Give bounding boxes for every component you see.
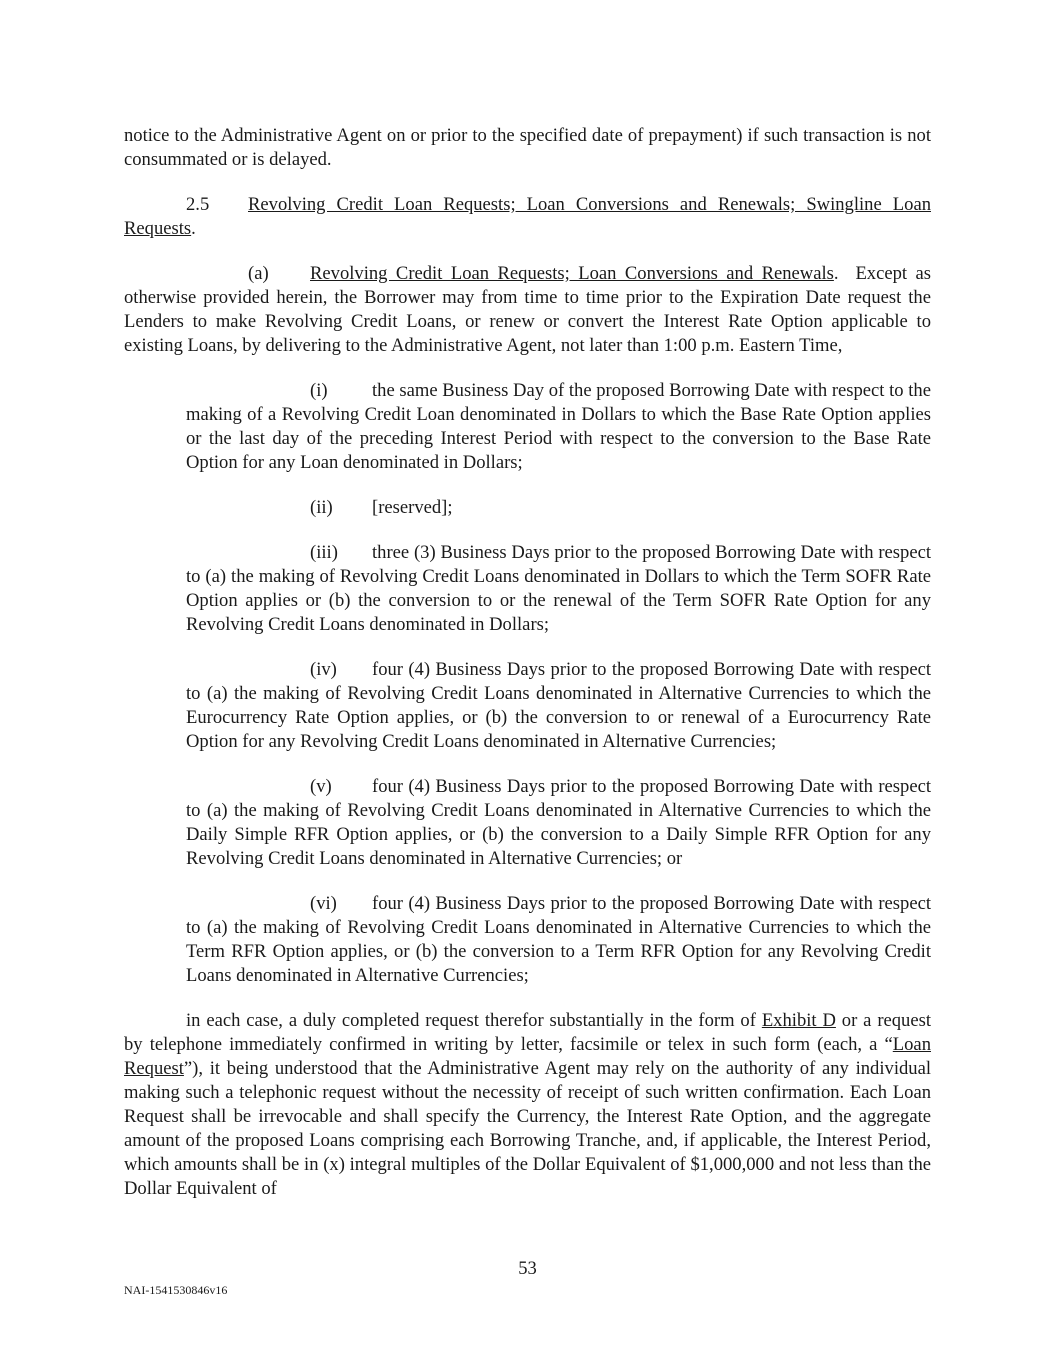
section-number: 2.5 [186, 194, 210, 215]
subsection-a-body: Except as otherwise provided herein, the Borrower may from time to time prior to the Expiration Date request the Lenders to make Revolving Credit Loans, or renew or convert the Interest Rate Option applicable to existing Loans, by delivering to the Administrative Agent, not later than 1:00 p.m. Eastern Time, [124, 263, 936, 356]
clause-text: four (4) Business Days prior to the proposed Borrowing Date with respect to (a) the making of Revolving Credit Loans denominated in Alternative Currencies to which the Term RFR Option applies, or (b) the conversion to a Term RFR Option for any Revolving Credit Loans denominated in Alternative Currencies; [186, 893, 931, 986]
clause-label: (iv) [310, 659, 337, 680]
closing-part3: ”), it being understood that the Administrative Agent may rely on the authority of any individual making such a telephonic request without the necessity of receipt of such written confirmation. Each Loan Request shall be irrevocable and shall specify the Currency, the Interest Rate Option, and the aggregate amount of the proposed Loans comprising each Borrowing Tranche, and, if applicable, the Interest Period, which amounts shall be in (x) integral multiples of the Dollar Equivalent of $1,000,000 and not less than the Dollar Equivalent of [124, 1058, 931, 1199]
subsection-a-paragraph [124, 262, 936, 358]
section-title-end: . [191, 218, 196, 239]
subsection-a-heading: Revolving Credit Loan Requests; Loan Conversions and Renewals [310, 263, 834, 284]
subsection-a-heading-end: . [833, 263, 839, 284]
section-heading [124, 193, 931, 241]
closing-part2: or a request by telephone immediately confirmed in writing by letter, facsimile or telex in such form (each, a “ [124, 1010, 932, 1055]
clause-i [186, 379, 931, 475]
clause-label: (vi) [310, 893, 337, 914]
exhibit-reference: Exhibit D [761, 1010, 836, 1031]
defined-term: Loan Request [124, 1034, 931, 1079]
clause-text: three (3) Business Days prior to the proposed Borrowing Date with respect to (a) the making of Revolving Credit Loans denominated in Dollars to which the Term SOFR Rate Option applies or (b) the conversion to or the renewal of the Term SOFR Rate Option for any Revolving Credit Loans denominated in Dollars; [186, 542, 931, 635]
clause-label: (iii) [310, 542, 338, 563]
document-page [124, 124, 936, 1201]
subsection-a-label: (a) [248, 263, 269, 284]
clause-iii [186, 541, 931, 637]
clause-v [186, 775, 931, 871]
clause-text: the same Business Day of the proposed Borrowing Date with respect to the making of a Revolving Credit Loan denominated in Dollars to which the Base Rate Option applies or the last day of the preceding Interest Period with respect to the conversion to the Base Rate Option for any Loan denominated in Dollars; [186, 380, 931, 473]
clause-vi [186, 892, 931, 988]
clause-ii [186, 496, 931, 520]
clause-label: (i) [310, 380, 328, 401]
clause-text: four (4) Business Days prior to the proposed Borrowing Date with respect to (a) the making of Revolving Credit Loans denominated in Alternative Currencies to which the Eurocurrency Rate Option applies, or (b) the conversion to or renewal of a Eurocurrency Rate Option for any Revolving Credit Loans denominated in Alternative Currencies; [186, 659, 931, 752]
clause-text: [reserved]; [372, 497, 453, 518]
clause-label: (v) [310, 776, 332, 797]
continuation-paragraph: notice to the Administrative Agent on or prior to the specified date of prepayment) if such transaction is not consummated or is delayed. [124, 125, 931, 170]
document-id: NAI-1541530846v16 [124, 1283, 228, 1297]
section-title: Revolving Credit Loan Requests; Loan Conversions and Renewals; Swingline Loan Requests [124, 194, 931, 239]
closing-paragraph [124, 1009, 931, 1201]
closing-part1: in each case, a duly completed request therefor substantially in the form of [186, 1010, 762, 1031]
clause-iv [186, 658, 931, 754]
clause-text: four (4) Business Days prior to the proposed Borrowing Date with respect to (a) the making of Revolving Credit Loans denominated in Alternative Currencies to which the Daily Simple RFR Option applies, or (b) the conversion to a Daily Simple RFR Option for any Revolving Credit Loans denominated in Alternative Currencies; or [186, 776, 931, 869]
clause-label: (ii) [310, 497, 333, 518]
page-number: 53 [518, 1258, 537, 1279]
